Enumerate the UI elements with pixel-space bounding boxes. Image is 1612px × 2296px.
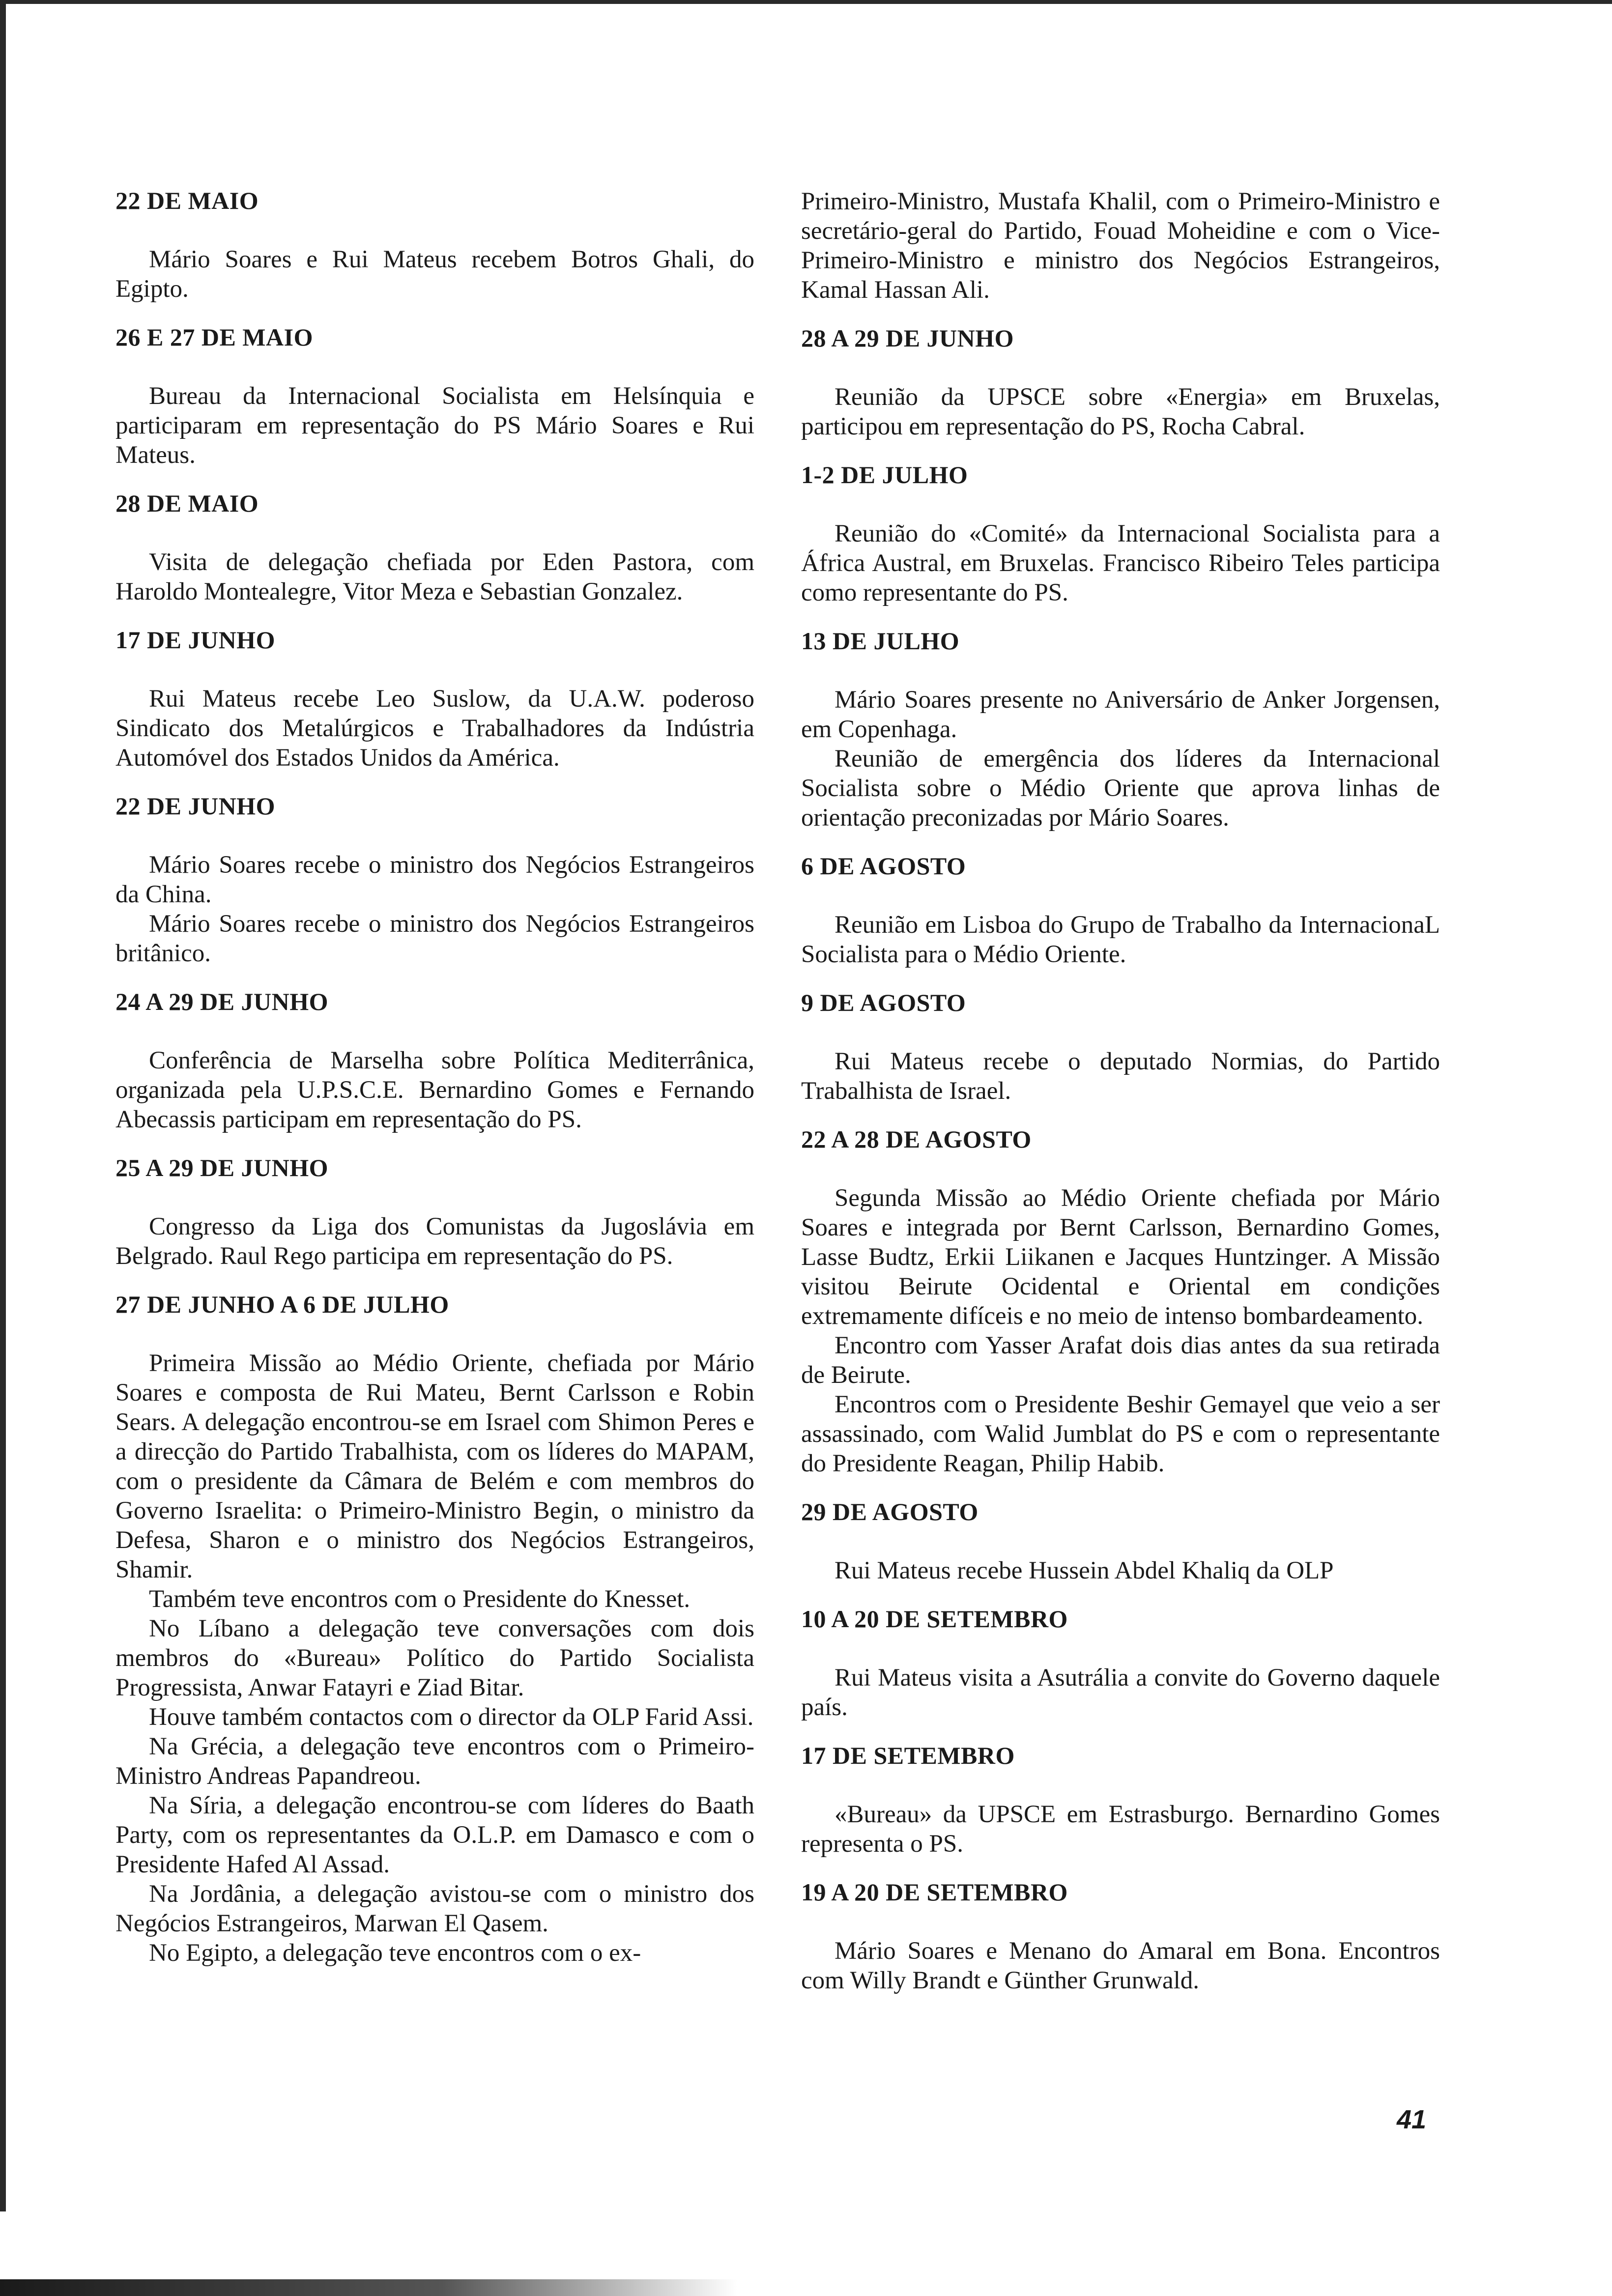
entry-date-heading: 6 DE AGOSTO bbox=[801, 852, 966, 880]
chronology-entry bbox=[801, 187, 1440, 305]
chronology-entry bbox=[801, 1877, 1440, 1995]
entry-paragraph: Bureau da Internacional Socialista em Helsínquia e participaram em representação do PS Mário Soares e Rui Mateus. bbox=[115, 382, 754, 469]
entry-paragraph: Reunião do «Comité» da Internacional Socialista para a África Austral, em Bruxelas. Francisco Ribeiro Teles participa como representante do PS. bbox=[801, 520, 1440, 606]
entry-paragraph: Reunião em Lisboa do Grupo de Trabalho da InternacionaL Socialista para o Médio Oriente. bbox=[801, 911, 1440, 968]
entry-paragraph: Segunda Missão ao Médio Oriente chefiada por Mário Soares e integrada por Bernt Carlsson, Bernardino Gomes, Lasse Budtz, Erkii Liikanen e Jacques Huntzinger. A Missão visitou Beirute Ocidental e Oriental em condições extremamente difíceis e no meio de intenso bombardeamento. bbox=[801, 1184, 1440, 1330]
entry-paragraph: Mário Soares recebe o ministro dos Negócios Estrangeiros britânico. bbox=[115, 910, 754, 967]
entry-paragraph: Congresso da Liga dos Comunistas da Jugoslávia em Belgrado. Raul Rego participa em representação do PS. bbox=[115, 1213, 754, 1270]
entry-paragraph: Na Grécia, a delegação teve encontros com o Primeiro-Ministro Andreas Papandreou. bbox=[115, 1733, 754, 1790]
scan-edge-top bbox=[0, 0, 1612, 4]
entry-paragraph: «Bureau» da UPSCE em Estrasburgo. Bernardino Gomes representa o PS. bbox=[801, 1801, 1440, 1858]
entry-paragraph: Reunião de emergência dos líderes da Internacional Socialista sobre o Médio Oriente que aprova linhas de orientação preconizadas por Mário Soares. bbox=[801, 745, 1440, 832]
entry-date-heading: 22 DE JUNHO bbox=[115, 792, 275, 820]
entry-date-heading: 1-2 DE JULHO bbox=[801, 461, 968, 488]
entry-paragraph: Mário Soares e Rui Mateus recebem Botros Ghali, do Egipto. bbox=[115, 246, 754, 303]
entry-paragraph: Encontro com Yasser Arafat dois dias antes da sua retirada de Beirute. bbox=[801, 1332, 1440, 1389]
entry-paragraph: Primeiro-Ministro, Mustafa Khalil, com o Primeiro-Ministro e secretário-geral do Partido, Fouad Moheidine e com o Vice-Primeiro-Ministro e ministro dos Negócios Estrangeiros, Kamal Hassan Ali. bbox=[801, 188, 1440, 304]
entry-date-heading: 24 A 29 DE JUNHO bbox=[115, 988, 329, 1015]
chronology-entry bbox=[801, 323, 1440, 441]
entry-date-heading: 17 DE JUNHO bbox=[115, 626, 275, 654]
right-column bbox=[801, 187, 1440, 2014]
chronology-entry bbox=[115, 791, 754, 968]
chronology-entry bbox=[115, 625, 754, 773]
chronology-entry bbox=[801, 626, 1440, 832]
entry-date-heading: 19 A 20 DE SETEMBRO bbox=[801, 1878, 1068, 1906]
entry-paragraph: Rui Mateus visita a Asutrália a convite do Governo daquele país. bbox=[801, 1664, 1440, 1721]
entry-date-heading: 22 A 28 DE AGOSTO bbox=[801, 1125, 1032, 1153]
entry-date-heading: 13 DE JULHO bbox=[801, 627, 960, 655]
chronology-entry bbox=[115, 186, 754, 304]
entry-date-heading: 10 A 20 DE SETEMBRO bbox=[801, 1605, 1068, 1633]
entry-date-heading: 26 E 27 DE MAIO bbox=[115, 323, 313, 351]
entry-date-heading: 28 A 29 DE JUNHO bbox=[801, 324, 1014, 352]
chronology-entry bbox=[801, 851, 1440, 969]
chronology-entry bbox=[801, 1497, 1440, 1585]
entry-date-heading: 17 DE SETEMBRO bbox=[801, 1742, 1015, 1769]
entry-paragraph: No Líbano a delegação teve conversações com dois membros do «Bureau» Político do Partido Socialista Progressista, Anwar Fatayri e Ziad Bitar. bbox=[115, 1615, 754, 1701]
chronology-entry bbox=[801, 1741, 1440, 1859]
entry-paragraph: Conferência de Marselha sobre Política Mediterrânica, organizada pela U.P.S.C.E. Bernardino Gomes e Fernando Abecassis participam em representação do PS. bbox=[115, 1047, 754, 1133]
entry-date-heading: 28 DE MAIO bbox=[115, 489, 259, 517]
entry-date-heading: 25 A 29 DE JUNHO bbox=[115, 1154, 329, 1181]
entry-paragraph: Também teve encontros com o Presidente do Knesset. bbox=[149, 1585, 691, 1613]
page-number: 41 bbox=[1397, 2105, 1427, 2134]
entry-paragraph: Mário Soares e Menano do Amaral em Bona. Encontros com Willy Brandt e Günther Grunwald. bbox=[801, 1937, 1440, 1994]
chronology-entry bbox=[801, 460, 1440, 607]
entry-paragraph: Mário Soares presente no Aniversário de Anker Jorgensen, em Copenhaga. bbox=[801, 686, 1440, 743]
chronology-entry bbox=[115, 1290, 754, 1968]
entry-date-heading: 9 DE AGOSTO bbox=[801, 989, 966, 1016]
chronology-entry bbox=[115, 987, 754, 1134]
entry-paragraph: No Egipto, a delegação teve encontros com o ex- bbox=[149, 1939, 641, 1967]
scan-edge-left bbox=[0, 0, 6, 2211]
entry-paragraph: Primeira Missão ao Médio Oriente, chefiada por Mário Soares e composta de Rui Mateu, Bernt Carlsson e Robin Sears. A delegação encontrou-se em Israel com Shimon Peres e a direcção do Partido Trabalhista, com os líderes do MAPAM, com o presidente da Câmara de Belém e com membros do Governo Israelita: o Primeiro-Ministro Begin, o ministro da Defesa, Sharon e o ministro dos Negócios Estrangeiros, Shamir. bbox=[115, 1349, 754, 1583]
entry-paragraph: Encontros com o Presidente Beshir Gemayel que veio a ser assassinado, com Walid Jumblat do PS e com o representante do Presidente Reagan, Philip Habib. bbox=[801, 1391, 1440, 1477]
entry-paragraph: Reunião da UPSCE sobre «Energia» em Bruxelas, participou em representação do PS, Rocha Cabral. bbox=[801, 383, 1440, 440]
chronology-entry bbox=[115, 1153, 754, 1271]
chronology-entry bbox=[801, 988, 1440, 1106]
entry-paragraph: Rui Mateus recebe o deputado Normias, do Partido Trabalhista de Israel. bbox=[801, 1048, 1440, 1105]
scan-edge-bottom bbox=[0, 2279, 737, 2296]
entry-paragraph: Mário Soares recebe o ministro dos Negócios Estrangeiros da China. bbox=[115, 851, 754, 908]
chronology-entry bbox=[115, 322, 754, 470]
entry-paragraph: Houve também contactos com o director da OLP Farid Assi. bbox=[149, 1703, 754, 1731]
entry-paragraph: Visita de delegação chefiada por Eden Pastora, com Haroldo Montealegre, Vitor Meza e Sebastian Gonzalez. bbox=[115, 548, 754, 605]
entry-paragraph: Na Jordânia, a delegação avistou-se com o ministro dos Negócios Estrangeiros, Marwan El Qasem. bbox=[115, 1880, 754, 1937]
entry-date-heading: 29 DE AGOSTO bbox=[801, 1498, 979, 1525]
chronology-entry bbox=[801, 1604, 1440, 1722]
chronology-entry bbox=[115, 488, 754, 606]
entry-paragraph: Na Síria, a delegação encontrou-se com líderes do Baath Party, com os representantes da O.L.P. em Damasco e com o Presidente Hafed Al Assad. bbox=[115, 1792, 754, 1878]
entry-paragraph: Rui Mateus recebe Hussein Abdel Khaliq da OLP bbox=[835, 1557, 1334, 1584]
entry-date-heading: 27 DE JUNHO A 6 DE JULHO bbox=[115, 1291, 449, 1318]
chronology-entry bbox=[801, 1124, 1440, 1478]
entry-date-heading: 22 DE MAIO bbox=[115, 187, 259, 214]
left-column bbox=[115, 186, 754, 1986]
entry-paragraph: Rui Mateus recebe Leo Suslow, da U.A.W. poderoso Sindicato dos Metalúrgicos e Trabalhadores da Indústria Automóvel dos Estados Unidos da América. bbox=[115, 685, 754, 772]
